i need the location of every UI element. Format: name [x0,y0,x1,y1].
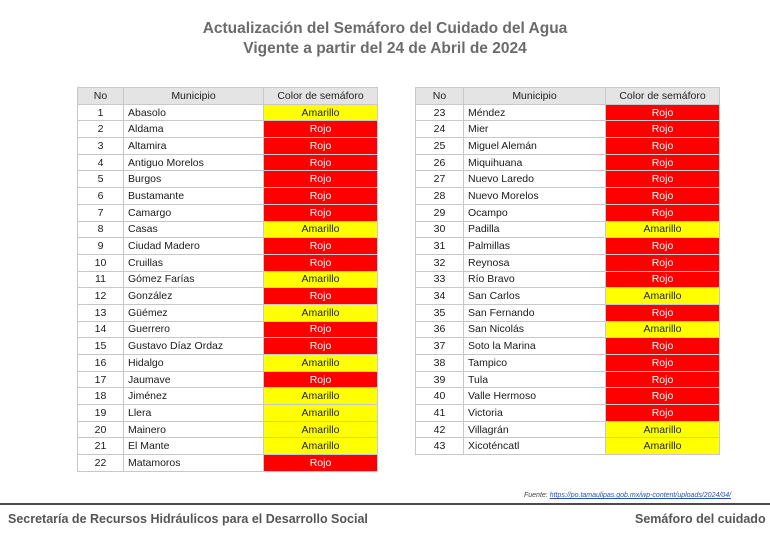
row-number: 33 [416,271,464,288]
row-number: 10 [78,254,124,271]
table-row [78,371,378,388]
row-number: 2 [78,121,124,138]
semaforo-color-cell: Amarillo [264,405,378,422]
table-row [416,221,720,238]
municipio-cell: Nuevo Laredo [464,171,606,188]
table-row [78,121,378,138]
table-row [416,121,720,138]
row-number: 3 [78,138,124,155]
footer-organization: Secretaría de Recursos Hidráulicos para el Desarrollo Social [8,512,368,526]
row-number: 9 [78,238,124,255]
semaforo-color-cell: Amarillo [606,221,720,238]
table-row [416,321,720,338]
table-row [416,421,720,438]
semaforo-color-cell: Amarillo [264,304,378,321]
municipio-cell: Méndez [464,104,606,121]
table-row [416,288,720,305]
row-number: 15 [78,338,124,355]
row-number: 6 [78,188,124,205]
source-note [524,492,731,499]
semaforo-table-left [77,87,378,472]
semaforo-color-cell: Amarillo [264,355,378,372]
row-number: 8 [78,221,124,238]
semaforo-color-cell: Amarillo [606,288,720,305]
table-row [416,271,720,288]
row-number: 39 [416,371,464,388]
municipio-cell: Soto la Marina [464,338,606,355]
semaforo-color-cell: Rojo [264,188,378,205]
row-number: 43 [416,438,464,455]
table-row [416,188,720,205]
municipio-cell: Abasolo [124,104,264,121]
row-number: 31 [416,238,464,255]
right-table-body [416,104,720,454]
semaforo-color-cell: Amarillo [264,438,378,455]
table-row [78,154,378,171]
semaforo-color-cell: Rojo [606,271,720,288]
semaforo-color-cell: Rojo [606,154,720,171]
table-row [78,421,378,438]
table-row [78,405,378,422]
table-row [78,288,378,305]
table-row [78,304,378,321]
header-no: No [78,88,124,105]
table-row [416,438,720,455]
table-row [78,455,378,472]
municipio-cell: Gómez Farías [124,271,264,288]
row-number: 29 [416,204,464,221]
semaforo-color-cell: Rojo [606,121,720,138]
row-number: 28 [416,188,464,205]
table-row [78,254,378,271]
municipio-cell: Padilla [464,221,606,238]
municipio-cell: Camargo [124,204,264,221]
municipio-cell: Tula [464,371,606,388]
semaforo-color-cell: Rojo [264,171,378,188]
municipio-cell: Nuevo Morelos [464,188,606,205]
table-header-row [416,88,720,105]
row-number: 35 [416,304,464,321]
row-number: 40 [416,388,464,405]
table-row [416,405,720,422]
semaforo-color-cell: Amarillo [264,221,378,238]
row-number: 36 [416,321,464,338]
table-row [78,221,378,238]
table-row [78,138,378,155]
semaforo-color-cell: Rojo [606,338,720,355]
table-row [78,338,378,355]
municipio-cell: Hidalgo [124,355,264,372]
table-row [416,154,720,171]
semaforo-color-cell: Rojo [606,355,720,372]
row-number: 34 [416,288,464,305]
municipio-cell: Llera [124,405,264,422]
municipio-cell: Ciudad Madero [124,238,264,255]
semaforo-color-cell: Amarillo [606,438,720,455]
row-number: 11 [78,271,124,288]
source-label: Fuente: [524,492,548,499]
table-row [416,104,720,121]
municipio-cell: Jiménez [124,388,264,405]
municipio-cell: Aldama [124,121,264,138]
row-number: 20 [78,421,124,438]
table-row [78,188,378,205]
semaforo-color-cell: Rojo [606,171,720,188]
semaforo-color-cell: Rojo [264,338,378,355]
row-number: 32 [416,254,464,271]
row-number: 5 [78,171,124,188]
semaforo-color-cell: Rojo [606,188,720,205]
table-row [78,171,378,188]
semaforo-color-cell: Rojo [606,254,720,271]
semaforo-color-cell: Amarillo [264,388,378,405]
row-number: 42 [416,421,464,438]
municipio-cell: El Mante [124,438,264,455]
municipio-cell: Güémez [124,304,264,321]
row-number: 38 [416,355,464,372]
semaforo-color-cell: Amarillo [606,421,720,438]
semaforo-color-cell: Rojo [606,371,720,388]
municipio-cell: Valle Hermoso [464,388,606,405]
table-row [78,204,378,221]
row-number: 26 [416,154,464,171]
municipio-cell: Guerrero [124,321,264,338]
municipio-cell: Tampico [464,355,606,372]
municipio-cell: Jaumave [124,371,264,388]
municipio-cell: San Carlos [464,288,606,305]
header-municipio: Municipio [464,88,606,105]
municipio-cell: Río Bravo [464,271,606,288]
row-number: 18 [78,388,124,405]
municipio-cell: San Nicolás [464,321,606,338]
municipio-cell: Victoria [464,405,606,422]
municipio-cell: González [124,288,264,305]
municipio-cell: Miguel Alemán [464,138,606,155]
municipio-cell: Palmillas [464,238,606,255]
municipio-cell: Ocampo [464,204,606,221]
row-number: 17 [78,371,124,388]
table-row [78,321,378,338]
table-row [416,371,720,388]
municipio-cell: Reynosa [464,254,606,271]
row-number: 7 [78,204,124,221]
row-number: 14 [78,321,124,338]
table-row [78,271,378,288]
semaforo-color-cell: Rojo [264,455,378,472]
semaforo-color-cell: Rojo [264,321,378,338]
page-subtitle: Vigente a partir del 24 de Abril de 2024 [243,40,527,57]
header-color: Color de semáforo [264,88,378,105]
row-number: 25 [416,138,464,155]
semaforo-color-cell: Rojo [606,304,720,321]
semaforo-color-cell: Rojo [264,238,378,255]
row-number: 27 [416,171,464,188]
header-color: Color de semáforo [606,88,720,105]
row-number: 16 [78,355,124,372]
semaforo-color-cell: Rojo [264,154,378,171]
municipio-cell: Altamira [124,138,264,155]
municipio-cell: Cruillas [124,254,264,271]
header-municipio: Municipio [124,88,264,105]
row-number: 30 [416,221,464,238]
semaforo-color-cell: Rojo [264,138,378,155]
semaforo-color-cell: Rojo [264,254,378,271]
municipio-cell: Gustavo Díaz Ordaz [124,338,264,355]
semaforo-color-cell: Rojo [264,121,378,138]
semaforo-color-cell: Amarillo [264,421,378,438]
row-number: 41 [416,405,464,422]
semaforo-color-cell: Amarillo [606,321,720,338]
row-number: 1 [78,104,124,121]
semaforo-color-cell: Rojo [606,204,720,221]
page-title: Actualización del Semáforo del Cuidado del Agua [202,20,568,37]
row-number: 19 [78,405,124,422]
municipio-cell: Burgos [124,171,264,188]
municipio-cell: Xicoténcatl [464,438,606,455]
semaforo-color-cell: Rojo [264,371,378,388]
table-row [416,254,720,271]
table-header-row [78,88,378,105]
row-number: 22 [78,455,124,472]
row-number: 12 [78,288,124,305]
table-row [416,204,720,221]
semaforo-color-cell: Rojo [606,138,720,155]
semaforo-color-cell: Amarillo [264,104,378,121]
table-row [78,238,378,255]
municipio-cell: San Fernando [464,304,606,321]
table-row [78,438,378,455]
municipio-cell: Antiguo Morelos [124,154,264,171]
row-number: 4 [78,154,124,171]
table-row [416,388,720,405]
table-row [78,104,378,121]
municipio-cell: Bustamante [124,188,264,205]
table-row [416,171,720,188]
table-row [416,238,720,255]
municipio-cell: Matamoros [124,455,264,472]
table-row [78,355,378,372]
municipio-cell: Miquihuana [464,154,606,171]
footer-divider [0,503,770,505]
semaforo-color-cell: Rojo [264,204,378,221]
semaforo-table-right [415,87,720,455]
semaforo-color-cell: Amarillo [264,271,378,288]
row-number: 21 [78,438,124,455]
semaforo-color-cell: Rojo [606,388,720,405]
municipio-cell: Mainero [124,421,264,438]
table-row [416,338,720,355]
footer-section-title: Semáforo del cuidado [635,512,766,526]
semaforo-color-cell: Rojo [264,288,378,305]
row-number: 13 [78,304,124,321]
semaforo-color-cell: Rojo [606,238,720,255]
row-number: 24 [416,121,464,138]
header-no: No [416,88,464,105]
municipio-cell: Mier [464,121,606,138]
table-row [416,304,720,321]
row-number: 37 [416,338,464,355]
table-row [416,138,720,155]
table-row [78,388,378,405]
row-number: 23 [416,104,464,121]
table-row [416,355,720,372]
left-table-body [78,104,378,471]
semaforo-color-cell: Rojo [606,405,720,422]
municipio-cell: Villagrán [464,421,606,438]
semaforo-color-cell: Rojo [606,104,720,121]
municipio-cell: Casas [124,221,264,238]
source-link[interactable]: https://po.tamaulipas.gob.mx/wp-content/uploads/2024/04/ [549,492,732,499]
